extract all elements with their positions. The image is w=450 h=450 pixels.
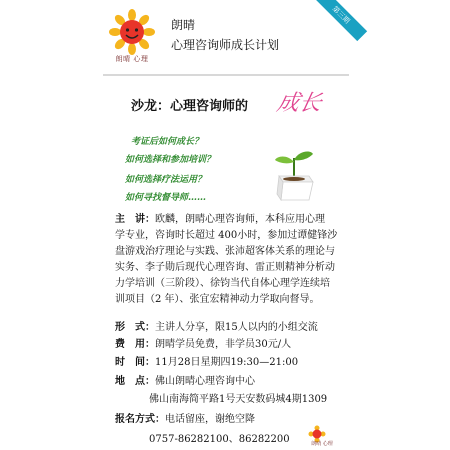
- fee-value: 朗晴学员免费，非学员30元/人: [155, 339, 292, 350]
- footer-logo-caption: 朗晴 心理: [311, 441, 333, 447]
- org-name: 朗晴: [171, 18, 196, 32]
- time-value: 11月28日星期四19:30—21:00: [155, 357, 299, 368]
- salon-title: 沙龙：心理咨询师的: [131, 99, 249, 114]
- lecturer-line: 盘游戏治疗理论与实践、张沛超客体关系的理论与: [115, 246, 335, 257]
- question-item: 如何选择疗法运用？: [125, 175, 207, 185]
- lecturer-line: 训项目（2 年）、张宜宏精神动力学取向督导。: [115, 294, 320, 305]
- poster: [103, 0, 352, 450]
- edition-ribbon-label: 第三期: [315, 0, 367, 41]
- signup-value: 电话留座，谢绝空降: [165, 414, 255, 425]
- header-divider: [103, 74, 349, 76]
- lecturer-line: 学专业，咨询时长超过 400小时，参加过谭健锋沙: [115, 230, 338, 241]
- place-value: 佛山朗晴心理咨询中心: [155, 376, 255, 387]
- lecturer-line: 欧麟，朗晴心理咨询师，本科应用心理: [155, 214, 325, 225]
- time-row: [115, 355, 298, 371]
- sprout-pot-icon: [269, 146, 319, 202]
- logo-caption: 朗晴 心理: [115, 55, 149, 63]
- growth-word-art: [274, 86, 325, 116]
- lecturer-line: 力学培训（三阶段）、徐钧当代自体心理学连续培: [115, 278, 330, 289]
- phone-number: 0757-86282100、86282200: [149, 434, 290, 445]
- lecturer-label: 主 讲：: [115, 214, 155, 225]
- plan-title: 心理咨询师成长计划: [171, 38, 280, 52]
- signup-label: 报名方式：: [115, 414, 165, 425]
- fee-row: [115, 337, 291, 353]
- fee-label: 费 用：: [115, 339, 155, 350]
- place-address: 佛山南海简平路1号天安数码城4期1309: [149, 394, 328, 405]
- lecturer-line: 实务、李子勋后现代心理咨询、雷正则精神分析动: [115, 262, 335, 273]
- form-value: 主讲人分享，限15人以内的小组交流: [155, 322, 318, 333]
- sunflower-logo-icon: [110, 10, 154, 54]
- question-item: 如何选择和参加培训？: [125, 155, 216, 165]
- time-label: 时 间：: [115, 357, 155, 368]
- form-row: [115, 320, 318, 336]
- lecturer-block: [115, 212, 337, 308]
- signup-row: [115, 412, 255, 428]
- form-label: 形 式：: [115, 322, 155, 333]
- question-item: 考证后如何成长？: [131, 137, 204, 147]
- question-item: 如何寻找督导师……: [125, 193, 207, 203]
- place-label: 地 点：: [115, 376, 155, 387]
- growth-word: 成长: [274, 90, 325, 116]
- place-row: [115, 374, 255, 390]
- edition-ribbon: [317, 0, 352, 32]
